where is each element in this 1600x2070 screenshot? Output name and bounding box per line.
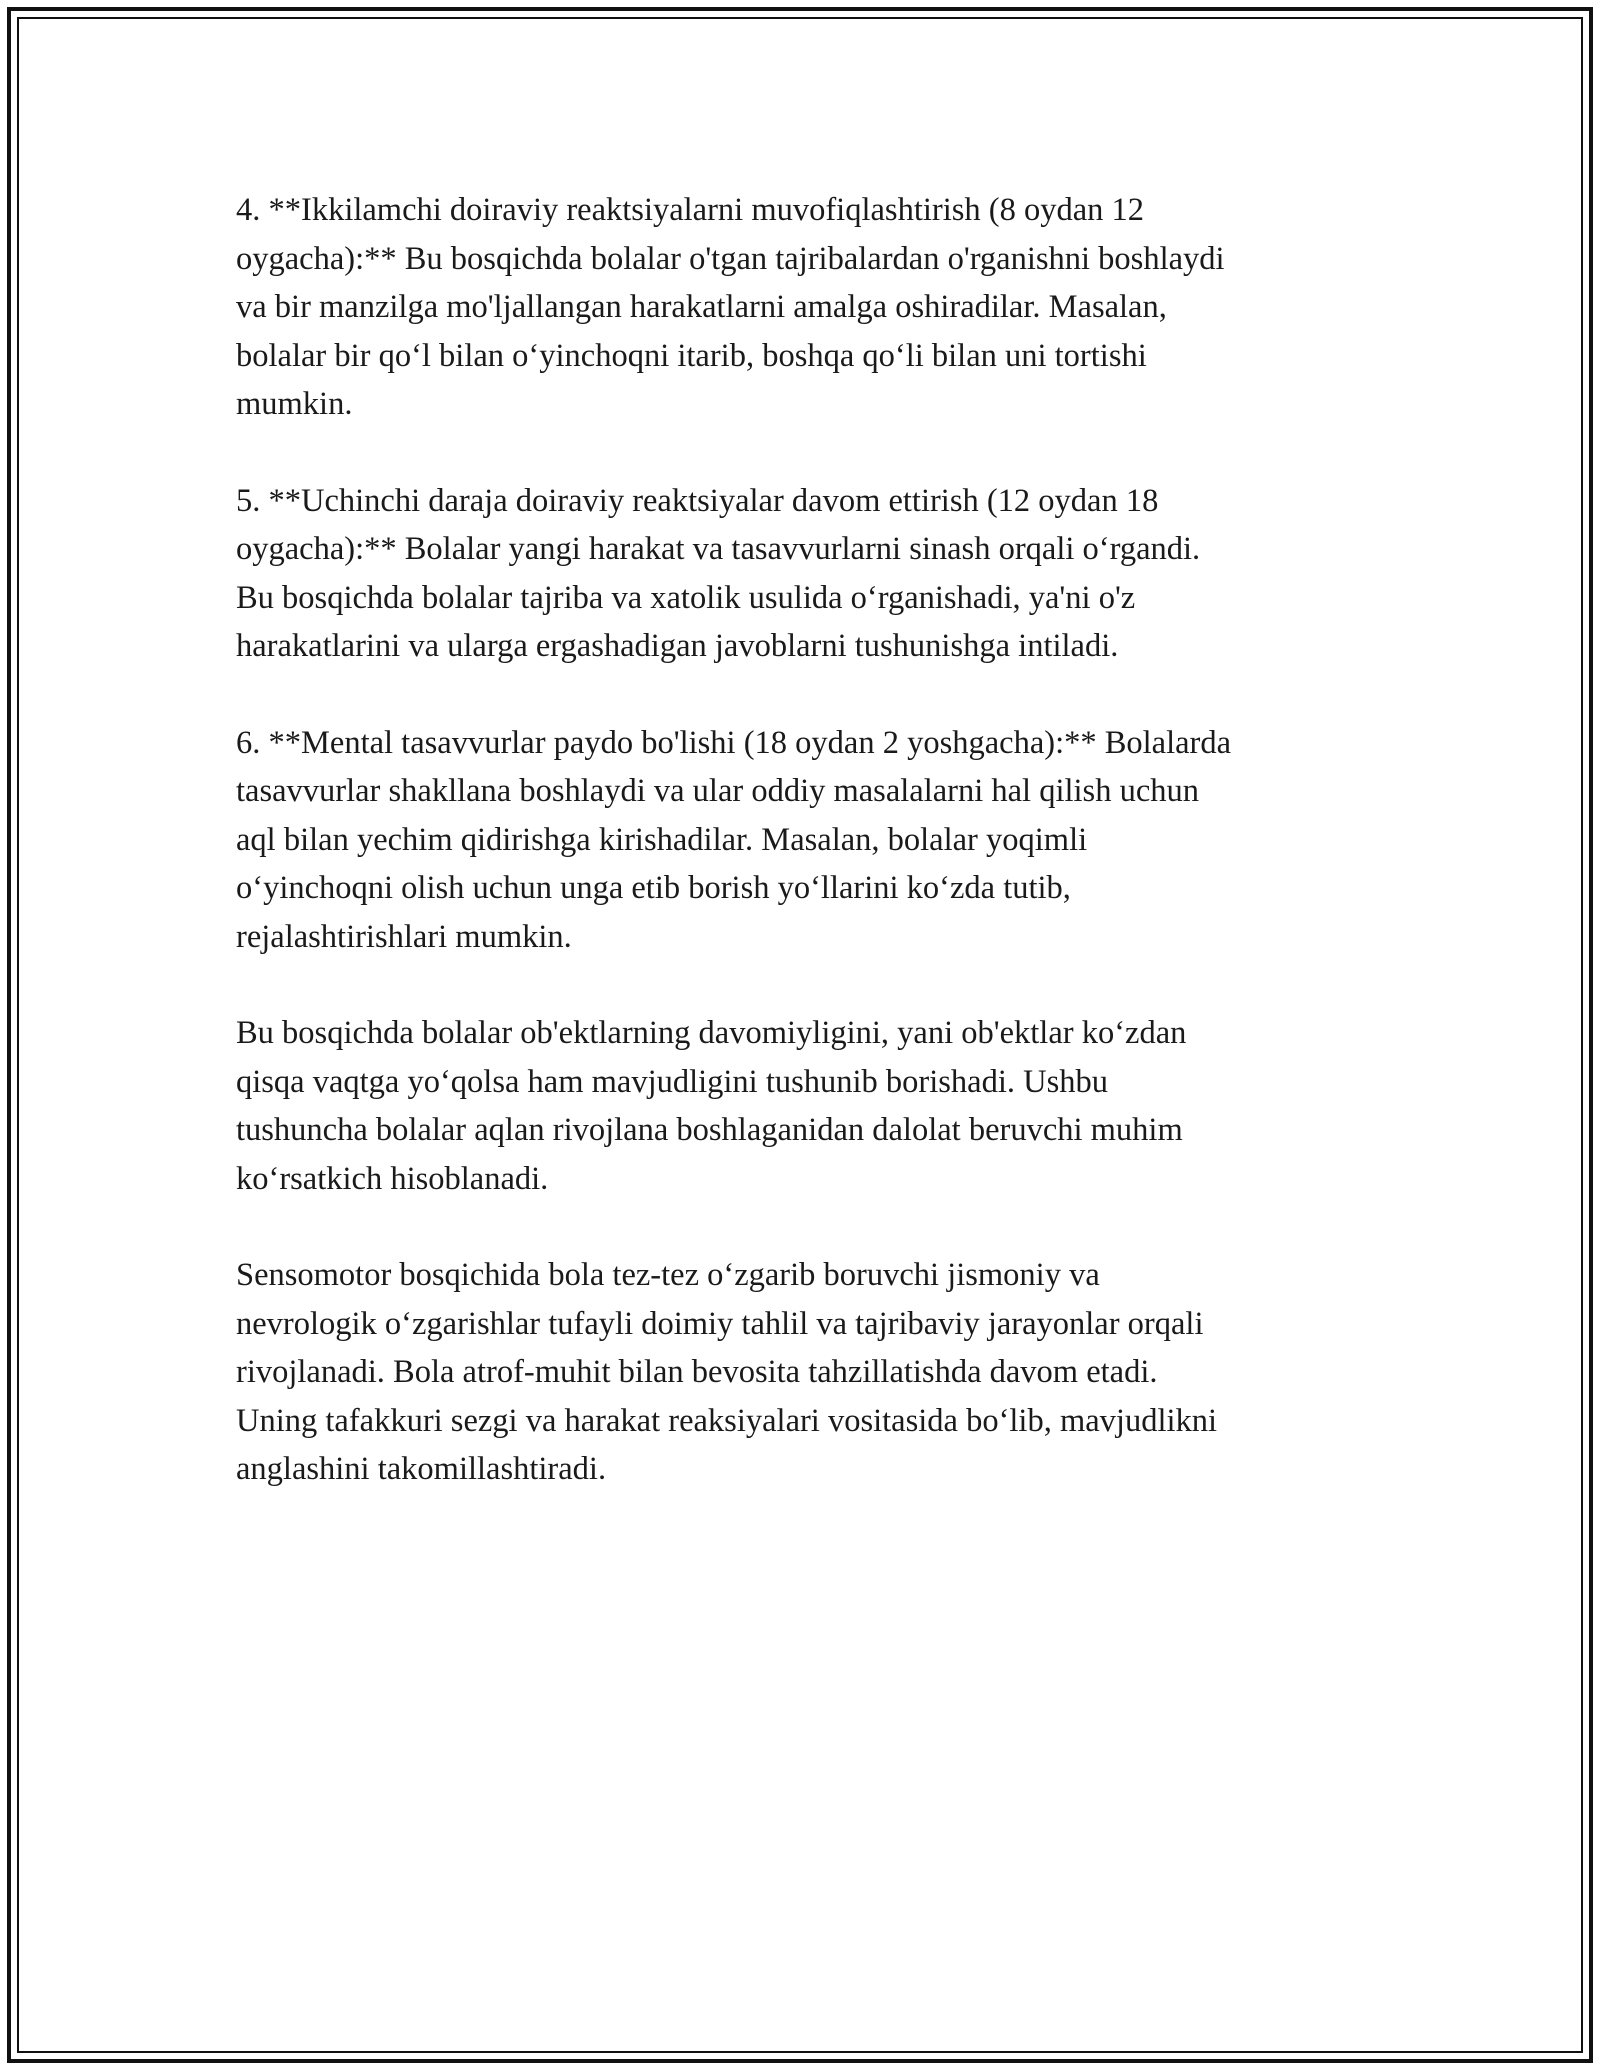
paragraph-sensorimotor-summary: Sensomotor bosqichida bola tez-tez o‘zgarib boruvchi jismoniy va nevrologik o‘zgarishlar tufayli doimiy tahlil va tajribaviy jarayonlar orqali rivojlanadi. Bola atrof-muhit bilan bevosita tahzillatishda davom etadi. Uning tafakkuri sezgi va harakat reaksiyalari vositasida bo‘lib, mavjudlikni anglashini takomillashtiradi. <box>236 1257 1218 1487</box>
paragraph-stage-4: 4. **Ikkilamchi doiraviy reaktsiyalarni muvofiqlashtirish (8 oydan 12 oygacha):** Bu bosqichda bolalar o'tgan tajribalardan o'rganishni boshlaydi va bir manzilga mo'ljallangan harakatlarni amalga oshiradilar. Masalan, bolalar bir qo‘l bilan o‘yinchoqni itarib, boshqa qo‘li bilan uni tortishi mumkin. <box>236 192 1225 422</box>
document-body <box>236 186 1386 1542</box>
paragraph-stage-6: 6. **Mental tasavvurlar paydo bo'lishi (18 oydan 2 yoshgacha):** Bolalarda tasavvurlar shakllana boshlaydi va ular oddiy masalalarni hal qilish uchun aql bilan yechim qidirishga kirishadilar. Masalan, bolalar yoqimli o‘yinchoqni olish uchun unga etib borish yo‘llarini ko‘zda tutib, rejalashtirishlari mumkin. <box>236 724 1232 955</box>
paragraph-object-permanence: Bu bosqichda bolalar ob'ektlarning davomiyligini, yani ob'ektlar ko‘zdan qisqa vaqtga yo‘qolsa ham mavjudligini tushunib borishadi. Ushbu tushuncha bolalar aqlan rivojlana boshlaganidan dalolat beruvchi muhim ko‘rsatkich hisoblanadi. <box>236 1015 1187 1197</box>
paragraph-stage-5: 5. **Uchinchi daraja doiraviy reaktsiyalar davom ettirish (12 oydan 18 oygacha):** Bolalar yangi harakat va tasavvurlarni sinash orqali o‘rgandi. Bu bosqichda bolalar tajriba va xatolik usulida o‘rganishadi, ya'ni o'z harakatlarini va ularga ergashadigan javoblarni tushunishga intiladi. <box>236 482 1201 664</box>
